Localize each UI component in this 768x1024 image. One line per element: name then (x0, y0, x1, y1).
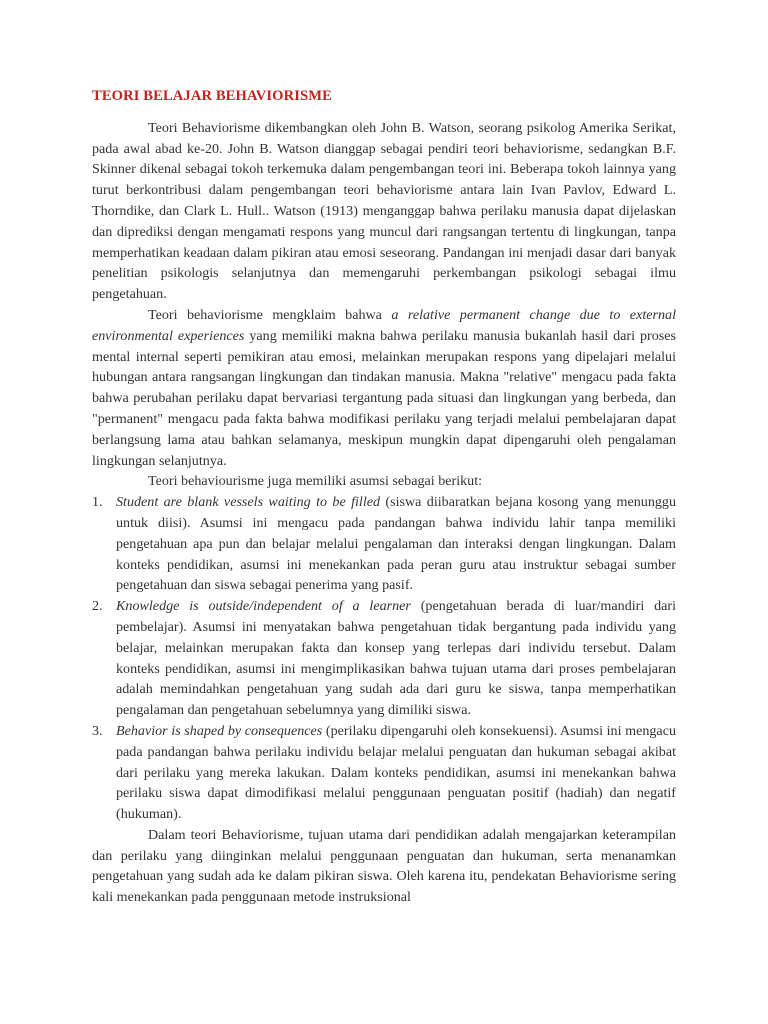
intro-paragraph: Teori Behaviorisme dikembangkan oleh John B. Watson, seorang psikolog Amerika Serikat, pada awal abad ke-20. John B. Watson dianggap sebagai pendiri teori behaviorisme, sedangkan B.F. Skinner dikenal sebagai tokoh terkemuka dalam pengembangan teori ini. Beberapa tokoh lainnya yang turut berkontribusi dalam pengembangan teori behaviorisme antara lain Ivan Pavlov, Edward L. Thorndike, dan Clark L. Hull.. Watson (1913) menganggap bahwa perilaku manusia dapat dijelaskan dan diprediksi dengan mengamati respons yang muncul dari rangsangan tertentu di lingkungan, tanpa memperhatikan keadaan dalam pikiran atau emosi seseorang. Pandangan ini menjadi dasar dari banyak penelitian psikologis selanjutnya dan memengaruhi perkembangan psikologi sebagai ilmu pengetahuan. (92, 119, 676, 303)
list-item-text: (pengetahuan berada di luar/mandiri dari pembelajar). Asumsi ini menyatakan bahwa pengetahuan tidak bergantung pada individu yang belajar, melainkan merupakan fakta dan konsep yang terlepas dari individu tersebut. Dalam konteks pendidikan, asumsi ini mengimplikasikan bahwa tujuan utama dari proses pembelajaran adalah memindahkan pengetahuan yang sudah ada dari guru ke siswa, tanpa memperhatikan pengalaman dan pengetahuan sebelumnya yang dimiliki siswa. (116, 598, 676, 719)
document-title: TEORI BELAJAR BEHAVIORISME (92, 88, 332, 104)
closing-paragraph: Dalam teori Behaviorisme, tujuan utama dari pendidikan adalah mengajarkan keterampilan dan perilaku yang diinginkan melalui penggunaan penguatan dan hukuman, serta menanamkan pengetahuan yang sudah ada ke dalam pikiran siswa. Oleh karena itu, pendekatan Behaviorisme sering kali menekankan pada penggunaan metode instruksional (92, 826, 676, 906)
list-item-number: 1. (92, 494, 103, 511)
list-item-number: 2. (92, 598, 103, 615)
list-item-term: Student are blank vessels waiting to be filled (116, 494, 381, 511)
claim-paragraph (92, 305, 676, 471)
list-item-term: Knowledge is outside/independent of a learner (116, 598, 411, 615)
list-item (92, 596, 676, 721)
list-item (92, 721, 676, 825)
list-item-text: (perilaku dipengaruhi oleh konsekuensi). Asumsi ini mengacu pada pandangan bahwa perilaku individu belajar melalui penguatan dan hukuman sebagai akibat dari perilaku yang mereka lakukan. Dalam konteks pendidikan, asumsi ini menekankan bahwa perilaku siswa dapat dimodifikasi melalui penggunaan penguatan positif (hadiah) dan negatif (hukuman). (116, 722, 676, 823)
list-item-text: (siswa diibaratkan bejana kosong yang menunggu untuk diisi). Asumsi ini mengacu pada pandangan bahwa individu lahir tanpa memiliki pengetahuan apa pun dan belajar melalui pengalaman dan interaksi dengan lingkungan. Dalam konteks pendidikan, asumsi ini menekankan pada peran guru atau instruktur sebagai sumber pengetahuan dan siswa sebagai penerima yang pasif. (116, 494, 677, 594)
assumption-list (92, 492, 676, 825)
list-intro: Teori behaviourisme juga memiliki asumsi sebagai berikut: (148, 473, 483, 490)
claim-lead: Teori behaviorisme mengklaim bahwa (148, 306, 392, 323)
list-item-number: 3. (92, 722, 103, 739)
list-item (92, 492, 676, 596)
claim-explanation: yang memiliki makna bahwa perilaku manusia bukanlah hasil dari proses mental internal seperti pemikiran atau emosi, melainkan merupakan respons yang dipelajari melalui hubungan antara rangsangan lingkungan dan tindakan manusia. Makna "relative" mengacu pada fakta bahwa perubahan perilaku dapat bervariasi tergantung pada situasi dan lingkungan yang berbeda, dan "permanent" mengacu pada fakta bahwa modifikasi perilaku yang terjadi melalui pembelajaran dapat berlangsung lama atau bahkan selamanya, meskipun mungkin dapat dipengaruhi oleh pengalaman lingkungan selanjutnya. (92, 327, 676, 469)
claim-quote: a relative permanent change due to external environmental experiences (92, 306, 676, 344)
list-item-term: Behavior is shaped by consequences (116, 722, 323, 739)
